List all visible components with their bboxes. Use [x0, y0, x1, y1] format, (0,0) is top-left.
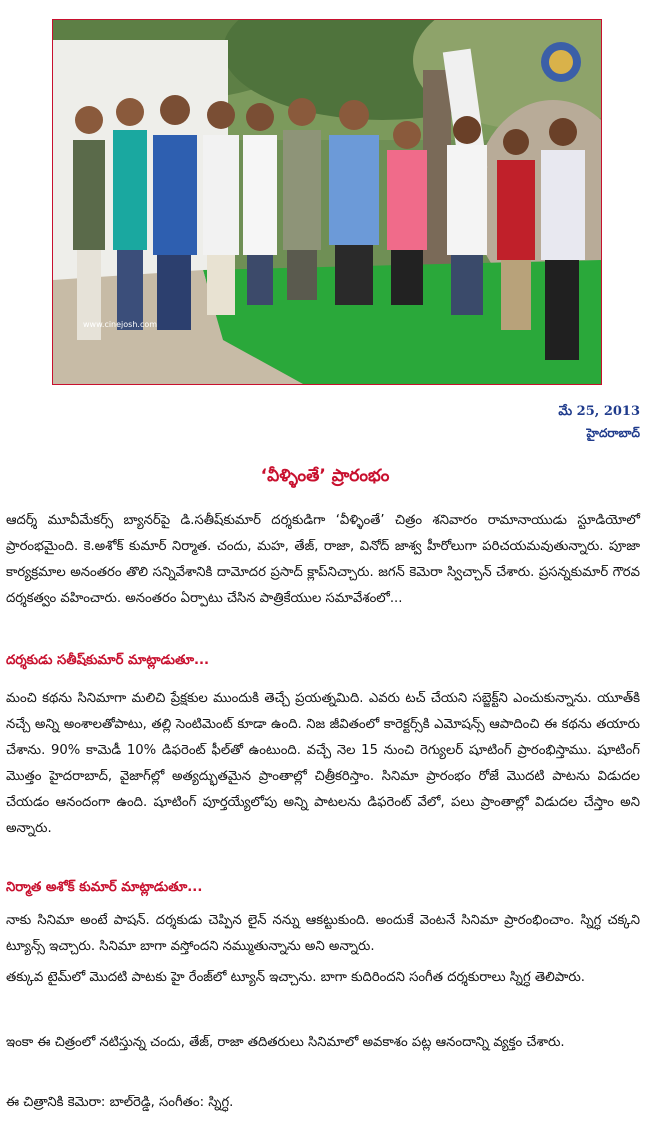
article-title: ‘వీళ్ళింతే’ ప్రారంభం [260, 466, 390, 486]
article-date: మే 25, 2013 [558, 404, 640, 419]
music-paragraph: తక్కువ టైమ్‌లో మొదటి పాటకు హై రేంజ్‌లో ట్యూన్ ఇచ్చాను. బాగా కుదిరిందని సంగీత దర్శకురాలు స్నిగ్ధ తెలిపారు. [6, 970, 585, 985]
producer-heading: నిర్మాత అశోక్ కుమార్ మాట్లాడుతూ... [6, 880, 203, 895]
photo-watermark: www.cinejosh.com [83, 320, 158, 329]
credits-paragraph: ఈ చిత్రానికి కెమెరా: బాల్‌రెడ్డి, సంగీతం: స్నిగ్ధ. [6, 1095, 234, 1110]
director-paragraph: మంచి కథను సినిమాగా మలిచి ప్రేక్షకుల ముందుకి తెచ్చే ప్రయత్నమిది. ఎవరు టచ్ చేయని సబ్జెక్ట్‌ని ఎంచుకున్నాను. యూత్‌కి నచ్చే అన్ని అంశాలతోపాటు, తల్లి సెంటిమెంట్ కూడా ఉంది. నిజ జీవితంలో కారెక్టర్స్‌కి ఎమోషన్స్ ఆపాదించి ఈ కథను తయారు చేశాను. 90% కామెడీ 10% డిఫరెంట్ ఫీల్‌తో ఉంటుంది. వచ్చే నెల 15 నుంచి రెగ్యులర్ షూటింగ్ ప్రారంభిస్తాము. షూటింగ్ మొత్తం హైదరాబాద్, వైజాగ్‌ల్లో అత్యద్భుతమైన ప్రాంతాల్లో చిత్రీకరిస్తాం. సినిమా ప్రారంభం రోజే మొదటి పాటను విడుదల చేయడం ఆనందంగా ఉంది. షూటింగ్ పూర్తయ్యేలోపు అన్ని పాటలను డిఫరెంట్ వేలో, పలు ప్రాంతాల్లో విడుదల చేస్తాం అని అన్నారు. [6, 691, 640, 836]
event-photo [52, 19, 602, 385]
director-heading: దర్శకుడు సతీష్‌కుమార్ మాట్లాడుతూ... [6, 653, 210, 668]
producer-paragraph: నాకు సినిమా అంటే పాషన్. దర్శకుడు చెప్పిన లైన్ నన్ను ఆకట్టుకుంది. అందుకే వెంటనే సినిమా ప్రారంభించాం. స్నిగ్ధ చక్కని ట్యూన్స్ ఇచ్చారు. సినిమా బాగా వస్తోందని నమ్ముతున్నాను అని అన్నారు. [6, 913, 640, 954]
intro-paragraph: ఆదర్శ్ మూవీమేకర్స్ బ్యానర్‌పై డి.సతీష్‌కుమార్ దర్శకుడిగా ‘వీళ్ళింతే’ చిత్రం శనివారం రామానాయుడు స్టూడియోలో ప్రారంభమైంది. కె.అశోక్ కుమార్ నిర్మాత. చందు, మహ, తేజ్, రాజా, వినోద్ జాశ్వ హీరోలుగా పరిచయమవుతున్నారు. పూజా కార్యక్రమాల అనంతరం తొలి సన్నివేశానికి దామోదర ప్రసాద్ క్లాప్‌నిచ్చారు. జగన్ కెమెరా స్విచ్చాన్ చేశారు. ప్రసన్నకుమార్ గౌరవ దర్శకత్వం వహించారు. అనంతరం ఏర్పాటు చేసిన పాత్రికేయుల సమావేశంలో... [6, 513, 640, 606]
article-place: హైదరాబాద్ [586, 426, 640, 440]
cast-paragraph: ఇంకా ఈ చిత్రంలో నటిస్తున్న చందు, తేజ్, రాజా తదితరులు సినిమాలో అవకాశం పట్ల ఆనందాన్ని వ్యక్తం చేశారు. [6, 1035, 565, 1050]
event-photo-illustration [53, 20, 601, 384]
